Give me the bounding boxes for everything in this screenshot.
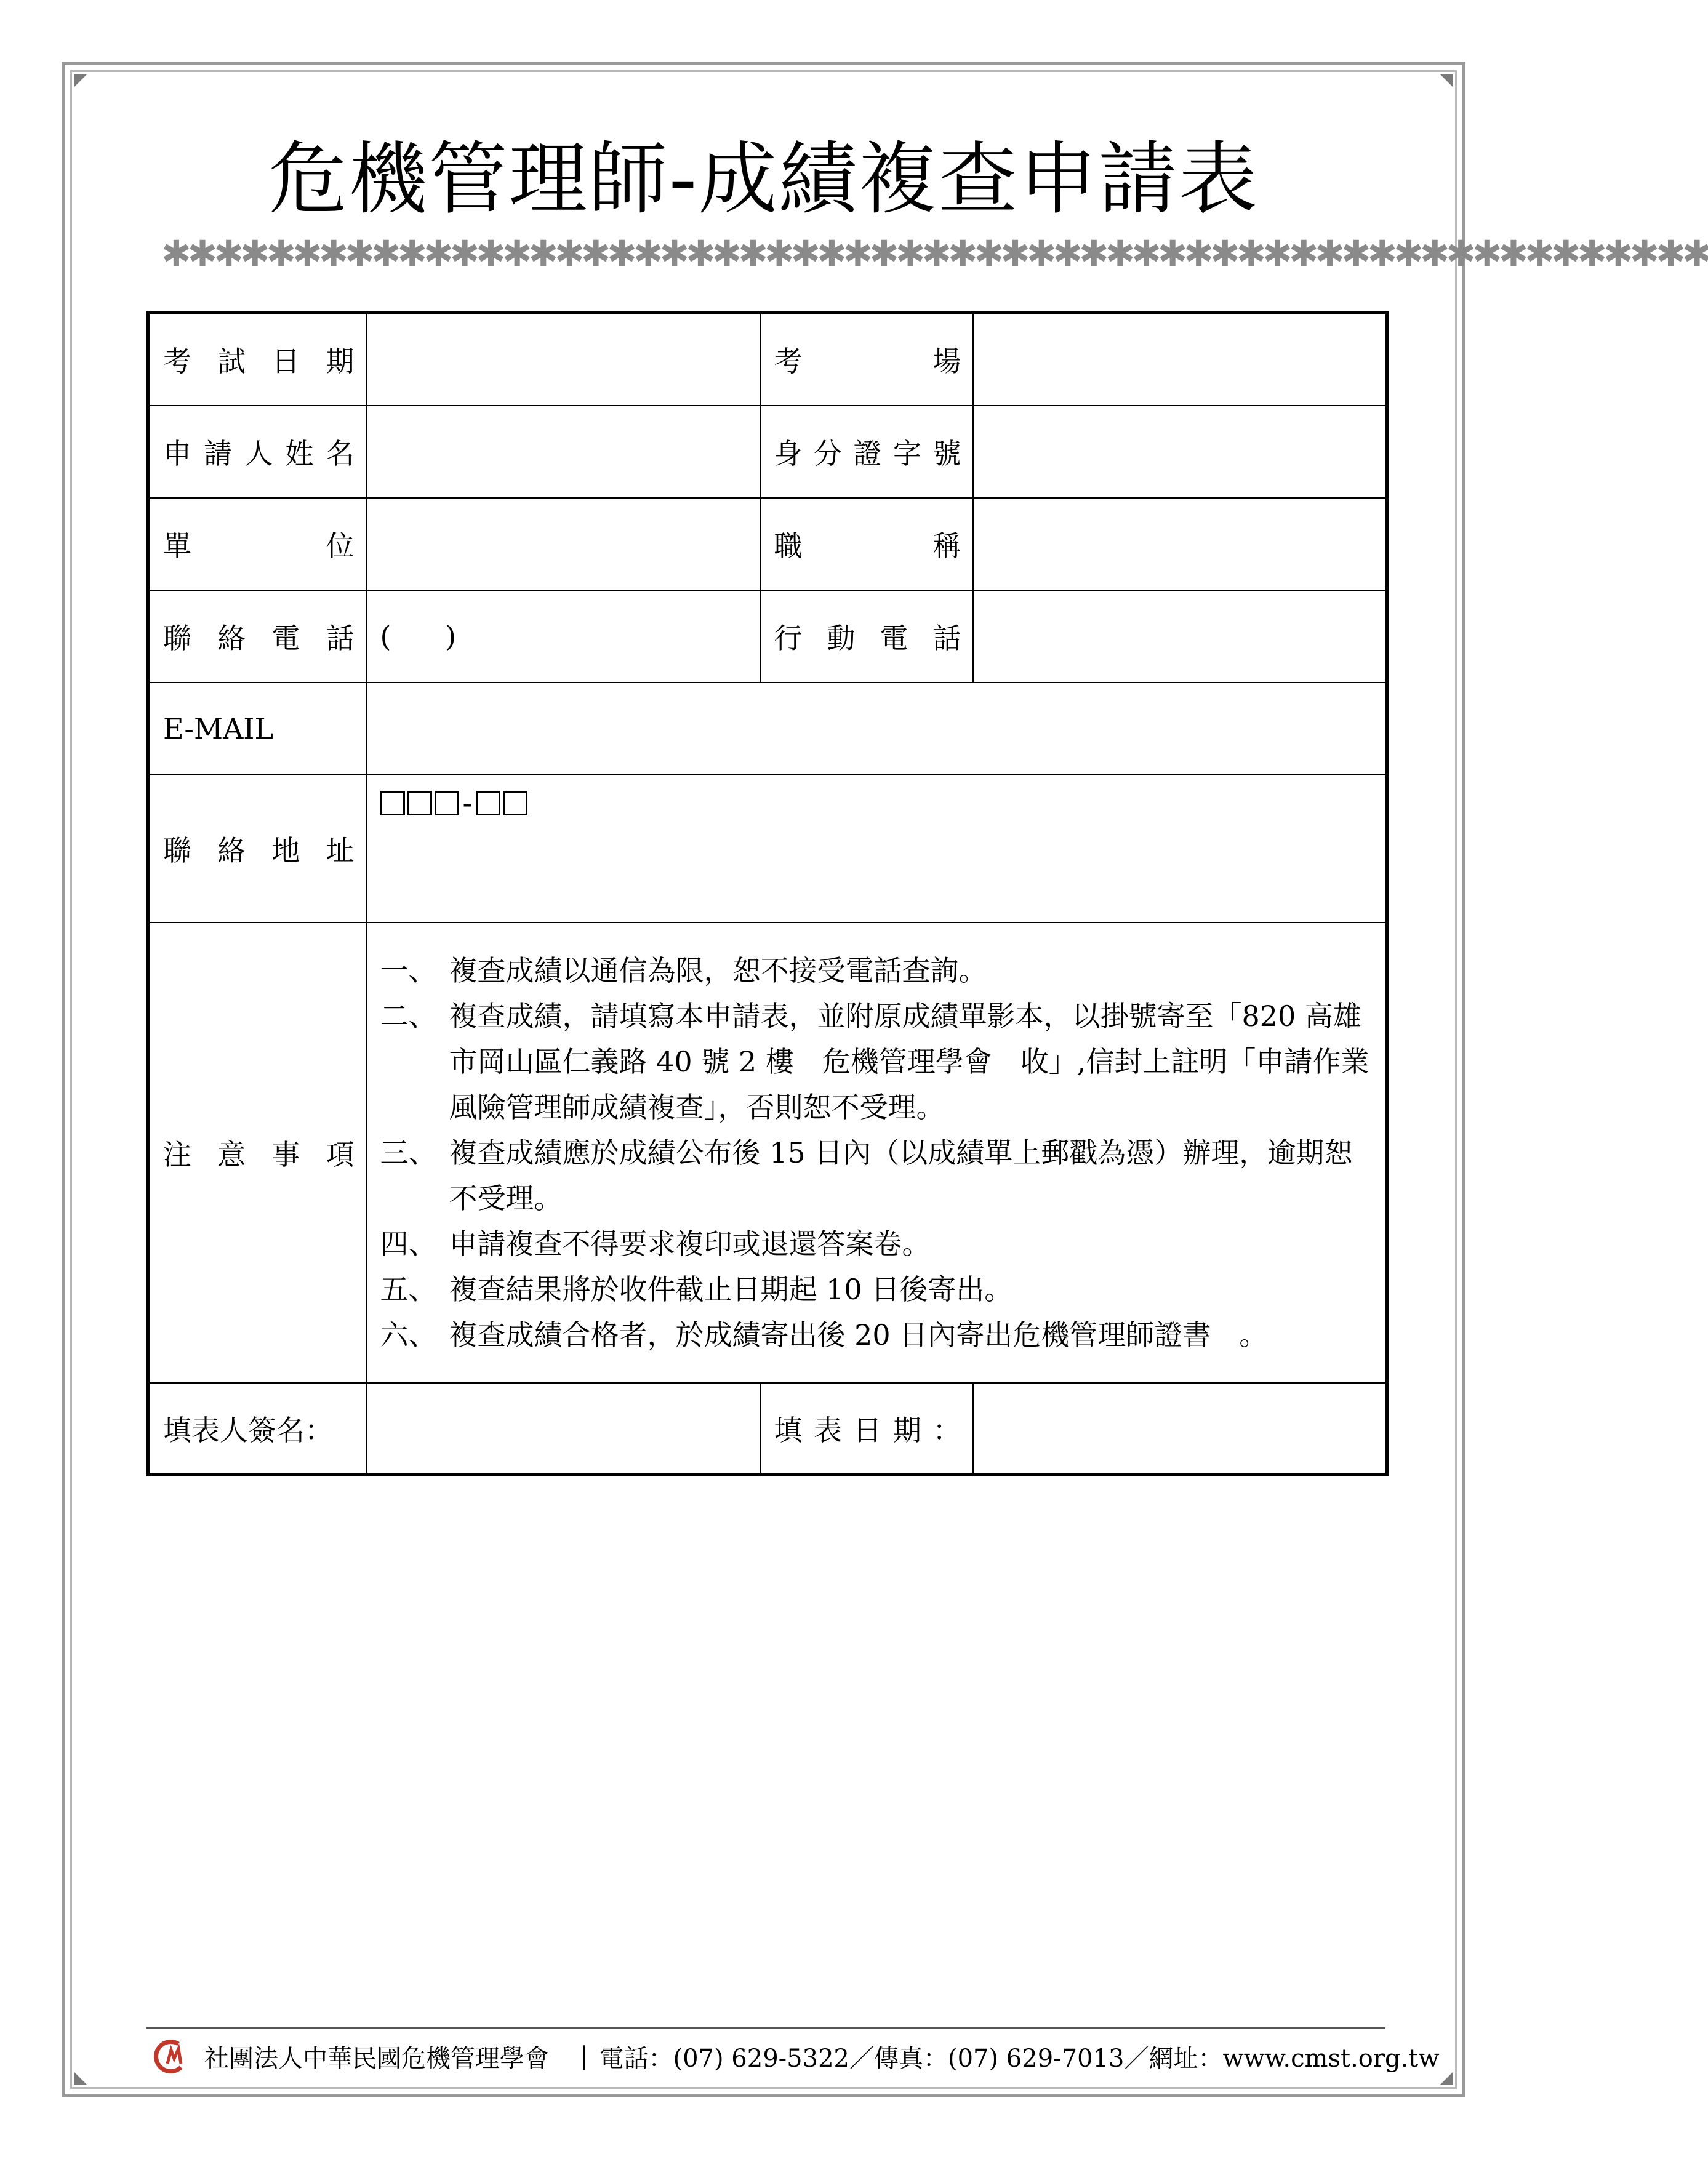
- form-row: [148, 775, 1387, 923]
- note-text: 複查結果將於收件截止日期起 10 日後寄出。: [449, 1272, 1013, 1306]
- corner-ornament: [1440, 2072, 1453, 2085]
- footer-separator: |: [580, 2042, 588, 2070]
- note-item: [380, 993, 1373, 1130]
- corner-ornament: [74, 74, 87, 87]
- note-number: 三、: [380, 1136, 437, 1169]
- label-cell: [148, 590, 366, 683]
- postal-box[interactable]: [476, 791, 500, 815]
- page-title: 危機管理師-成績複查申請表: [268, 134, 1259, 225]
- address-label: 聯絡地址: [163, 833, 355, 867]
- form-row: [148, 498, 1387, 590]
- postal-box[interactable]: [380, 791, 405, 815]
- corner-ornament: [1440, 74, 1453, 87]
- postal-box[interactable]: [503, 791, 527, 815]
- address-field[interactable]: [366, 775, 1387, 923]
- label-cell: [760, 590, 973, 683]
- postal-dash: -: [462, 786, 473, 820]
- email-field[interactable]: [366, 683, 1387, 775]
- applicant-name-field[interactable]: [366, 406, 760, 498]
- form-row: [148, 1383, 1387, 1475]
- star-divider: ✱✱✱✱✱✱✱✱✱✱✱✱✱✱✱✱✱✱✱✱✱✱✱✱✱✱✱✱✱✱✱✱✱✱✱✱✱✱✱✱✱✱✱✱✱✱✱✱✱✱✱✱✱✱✱✱✱✱✱: [161, 233, 1708, 274]
- label-cell: [148, 683, 366, 775]
- form-row: [148, 313, 1387, 406]
- label-cell: [148, 775, 366, 923]
- form-row: [148, 683, 1387, 775]
- note-text: 複查成績以通信為限，恕不接受電話查詢。: [449, 953, 987, 987]
- fill-date-label: 填表日期：: [774, 1413, 961, 1447]
- form-row: [148, 406, 1387, 498]
- form-row: [148, 590, 1387, 683]
- note-number: 六、: [380, 1318, 437, 1352]
- exam-date-label: 考試日期: [163, 345, 355, 379]
- exam-site-field[interactable]: [973, 313, 1387, 406]
- phone-area-code: ( ): [380, 619, 457, 653]
- note-number: 四、: [380, 1227, 437, 1260]
- exam-date-field[interactable]: [366, 313, 760, 406]
- label-cell: [148, 406, 366, 498]
- note-number: 一、: [380, 953, 437, 987]
- note-number: 五、: [380, 1272, 437, 1306]
- signature-field[interactable]: [366, 1383, 760, 1475]
- note-item: [380, 1221, 1373, 1267]
- label-cell: [760, 1383, 973, 1475]
- footer-divider: [146, 2027, 1385, 2029]
- mobile-label: 行動電話: [774, 621, 961, 655]
- unit-label: 單位: [163, 529, 355, 563]
- label-cell: [148, 498, 366, 590]
- exam-site-label: 考場: [774, 345, 961, 379]
- note-item: [380, 1312, 1373, 1358]
- note-item: [380, 1267, 1373, 1312]
- fill-date-field[interactable]: [973, 1383, 1387, 1475]
- applicant-name-label: 申請人姓名: [163, 436, 355, 470]
- id-number-label: 身分證字號: [774, 436, 961, 470]
- note-item: [380, 1130, 1373, 1221]
- label-cell: [760, 406, 973, 498]
- label-cell: [148, 313, 366, 406]
- corner-ornament: [74, 2072, 87, 2085]
- unit-field[interactable]: [366, 498, 760, 590]
- signature-label: 填表人簽名：: [163, 1413, 333, 1447]
- footer-contact: 電話：(07) 629-5322／傳真：(07) 629-7013／網址：www.cmst.org.tw: [599, 2044, 1440, 2073]
- note-text: 複查成績應於成績公布後 15 日內（以成績單上郵戳為憑）辦理，逾期恕不受理。: [449, 1136, 1353, 1215]
- phone-label: 聯絡電話: [163, 621, 355, 655]
- postal-box[interactable]: [435, 791, 459, 815]
- job-title-field[interactable]: [973, 498, 1387, 590]
- footer-org-name: 社團法人中華民國危機管理學會: [204, 2044, 549, 2073]
- phone-field[interactable]: [366, 590, 760, 683]
- cmst-logo-icon: [154, 2039, 192, 2073]
- note-text: 申請複查不得要求複印或退還答案卷。: [449, 1227, 931, 1260]
- postal-code-boxes: [380, 787, 1386, 820]
- label-cell: [148, 923, 366, 1383]
- job-title-label: 職稱: [774, 529, 961, 563]
- application-form: [146, 311, 1389, 1476]
- notes-cell: [366, 923, 1387, 1383]
- footer: [154, 2035, 1440, 2078]
- notes-label: 注意事項: [163, 1137, 355, 1171]
- note-number: 二、: [380, 999, 437, 1033]
- note-text: 複查成績合格者，於成績寄出後 20 日內寄出危機管理師證書 。: [449, 1318, 1268, 1352]
- postal-box[interactable]: [407, 791, 432, 815]
- mobile-field[interactable]: [973, 590, 1387, 683]
- note-text: 複查成績，請填寫本申請表，並附原成績單影本，以掛號寄至「820 高雄市岡山區仁義路 40 號 2 樓 危機管理學會 收」,信封上註明「申請作業風險管理師成績複查」，否則恕不受理。: [449, 999, 1369, 1124]
- label-cell: [760, 313, 973, 406]
- label-cell: [760, 498, 973, 590]
- id-number-field[interactable]: [973, 406, 1387, 498]
- form-row: [148, 923, 1387, 1383]
- email-label: E-MAIL: [163, 711, 274, 745]
- label-cell: [148, 1383, 366, 1475]
- note-item: [380, 948, 1373, 993]
